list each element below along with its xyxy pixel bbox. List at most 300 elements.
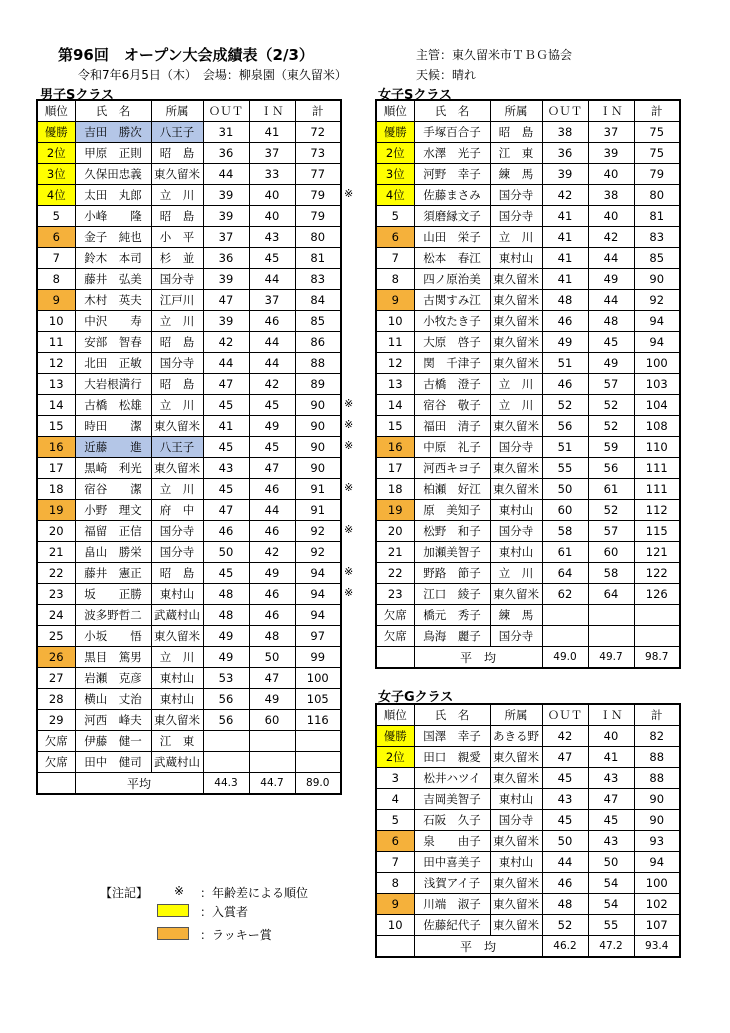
affiliation-cell: 東久留米: [490, 458, 542, 479]
name-cell: 山田 栄子: [414, 227, 490, 248]
total-score-cell: 107: [634, 915, 680, 936]
date-venue: 令和7年6月5日（木） 会場：柳泉園（東久留米）: [78, 68, 347, 82]
affiliation-cell: 練 馬: [490, 605, 542, 626]
age-mark-symbol: ※: [174, 884, 185, 898]
total-score-cell: 90: [295, 458, 341, 479]
in-score-cell: 47: [249, 458, 295, 479]
name-cell: 水澤 光子: [414, 143, 490, 164]
in-score-cell: 49: [249, 416, 295, 437]
name-cell: 須磨縁文子: [414, 206, 490, 227]
total-score-cell: [295, 731, 341, 752]
total-score-cell: 110: [634, 437, 680, 458]
table-row: [376, 332, 680, 353]
rank-cell: 23: [37, 584, 75, 605]
affiliation-cell: 東久留米: [490, 332, 542, 353]
name-cell: 河野 幸子: [414, 164, 490, 185]
table-row: [376, 479, 680, 500]
name-cell: 黒目 篤男: [75, 647, 151, 668]
total-score-cell: 82: [634, 726, 680, 747]
average-in: 47.2: [588, 936, 634, 958]
lucky-desc: ：ラッキー賞: [200, 928, 272, 942]
rank-cell: 優勝: [376, 726, 414, 747]
out-score-cell: 31: [203, 122, 249, 143]
average-out: 44.3: [203, 773, 249, 795]
in-score-cell: 41: [249, 122, 295, 143]
out-score-cell: 55: [542, 458, 588, 479]
affiliation-cell: 昭 島: [151, 206, 203, 227]
out-score-cell: 50: [203, 542, 249, 563]
in-score-cell: 58: [588, 563, 634, 584]
total-score-cell: 91: [295, 479, 341, 500]
name-cell: 鈴木 本司: [75, 248, 151, 269]
out-score-cell: 41: [542, 227, 588, 248]
out-score-cell: 39: [203, 185, 249, 206]
total-score-cell: 92: [295, 521, 341, 542]
out-score-cell: 43: [542, 789, 588, 810]
in-score-cell: 37: [588, 122, 634, 143]
in-score-cell: 46: [249, 521, 295, 542]
col-out: ＯＵＴ: [203, 100, 249, 122]
affiliation-cell: 国分寺: [151, 269, 203, 290]
age-mark: ※: [344, 187, 354, 200]
table-row: [376, 122, 680, 143]
average-in: 44.7: [249, 773, 295, 795]
affiliation-cell: 国分寺: [490, 521, 542, 542]
col-aff: 所属: [490, 704, 542, 726]
out-score-cell: [542, 605, 588, 626]
out-score-cell: 38: [542, 122, 588, 143]
table-row: [37, 500, 341, 521]
name-cell: 太田 丸郎: [75, 185, 151, 206]
table-row: [37, 227, 341, 248]
name-cell: 国澤 幸子: [414, 726, 490, 747]
average-label: 平均: [75, 773, 203, 795]
name-cell: 宿谷 敬子: [414, 395, 490, 416]
out-score-cell: 49: [203, 626, 249, 647]
in-score-cell: 42: [249, 374, 295, 395]
rank-cell: 16: [376, 437, 414, 458]
rank-cell: 15: [37, 416, 75, 437]
rank-cell: 13: [37, 374, 75, 395]
total-score-cell: 100: [634, 353, 680, 374]
affiliation-cell: 立 川: [490, 563, 542, 584]
age-mark: ※: [344, 586, 354, 599]
affiliation-cell: 東久留米: [490, 873, 542, 894]
rank-cell: 21: [376, 542, 414, 563]
table-row: [376, 810, 680, 831]
total-score-cell: 97: [295, 626, 341, 647]
in-score-cell: 59: [588, 437, 634, 458]
total-score-cell: 80: [634, 185, 680, 206]
women-s-title: 女子Sクラス: [378, 88, 452, 103]
table-row: [37, 521, 341, 542]
total-score-cell: [634, 626, 680, 647]
affiliation-cell: 国分寺: [490, 437, 542, 458]
table-row: [37, 647, 341, 668]
affiliation-cell: 立 川: [151, 311, 203, 332]
table-row: [37, 185, 341, 206]
affiliation-cell: 昭 島: [151, 563, 203, 584]
table-row: [37, 563, 341, 584]
table-row: [376, 626, 680, 647]
in-score-cell: 49: [249, 689, 295, 710]
name-cell: 大原 啓子: [414, 332, 490, 353]
affiliation-cell: 国分寺: [151, 521, 203, 542]
in-score-cell: 37: [249, 143, 295, 164]
rank-cell: 3: [376, 768, 414, 789]
name-cell: 中原 礼子: [414, 437, 490, 458]
in-score-cell: 48: [249, 626, 295, 647]
out-score-cell: 47: [203, 290, 249, 311]
total-score-cell: 91: [295, 500, 341, 521]
in-score-cell: 38: [588, 185, 634, 206]
affiliation-cell: 東村山: [490, 789, 542, 810]
rank-cell: 欠席: [37, 731, 75, 752]
total-score-cell: 86: [295, 332, 341, 353]
col-name: 氏 名: [414, 704, 490, 726]
rank-cell: 17: [376, 458, 414, 479]
name-cell: 久保田忠義: [75, 164, 151, 185]
affiliation-cell: 小 平: [151, 227, 203, 248]
name-cell: 橋元 秀子: [414, 605, 490, 626]
total-score-cell: 122: [634, 563, 680, 584]
name-cell: 近藤 進: [75, 437, 151, 458]
age-mark-desc: ：年齢差による順位: [200, 886, 309, 900]
affiliation-cell: 東久留米: [151, 164, 203, 185]
name-cell: 小坂 悟: [75, 626, 151, 647]
rank-cell: 29: [37, 710, 75, 731]
out-score-cell: 46: [203, 521, 249, 542]
table-row: [376, 747, 680, 768]
total-score-cell: 81: [634, 206, 680, 227]
average-label: 平 均: [414, 647, 542, 669]
total-score-cell: 75: [634, 143, 680, 164]
out-score-cell: 45: [203, 437, 249, 458]
out-score-cell: 56: [203, 710, 249, 731]
rank-cell: 19: [376, 500, 414, 521]
total-score-cell: 99: [295, 647, 341, 668]
rank-cell: 12: [376, 353, 414, 374]
rank-cell: 12: [37, 353, 75, 374]
out-score-cell: 46: [542, 873, 588, 894]
total-score-cell: 88: [634, 747, 680, 768]
affiliation-cell: 東村山: [151, 689, 203, 710]
total-score-cell: 90: [295, 416, 341, 437]
rank-cell: 9: [37, 290, 75, 311]
in-score-cell: 60: [249, 710, 295, 731]
rank-cell: 9: [376, 894, 414, 915]
blank-cell: [376, 936, 414, 958]
affiliation-cell: 東久留米: [490, 290, 542, 311]
out-score-cell: 39: [203, 311, 249, 332]
name-cell: 金子 純也: [75, 227, 151, 248]
out-score-cell: 42: [542, 726, 588, 747]
affiliation-cell: 東久留米: [151, 458, 203, 479]
out-score-cell: 48: [203, 605, 249, 626]
rank-cell: 13: [376, 374, 414, 395]
rank-cell: 22: [37, 563, 75, 584]
total-score-cell: 94: [634, 311, 680, 332]
in-score-cell: 61: [588, 479, 634, 500]
col-in: ＩＮ: [588, 100, 634, 122]
table-row: [376, 521, 680, 542]
total-score-cell: 90: [634, 789, 680, 810]
name-cell: 柏瀬 好江: [414, 479, 490, 500]
affiliation-cell: 武蔵村山: [151, 605, 203, 626]
affiliation-cell: 東久留米: [490, 747, 542, 768]
rank-cell: 5: [376, 206, 414, 227]
in-score-cell: 52: [588, 395, 634, 416]
table-row: [37, 395, 341, 416]
in-score-cell: 37: [249, 290, 295, 311]
in-score-cell: 48: [588, 311, 634, 332]
total-score-cell: 89: [295, 374, 341, 395]
in-score-cell: 47: [588, 789, 634, 810]
name-cell: 吉田 勝次: [75, 122, 151, 143]
rank-cell: 11: [37, 332, 75, 353]
in-score-cell: 33: [249, 164, 295, 185]
affiliation-cell: 江戸川: [151, 290, 203, 311]
rank-cell: 7: [376, 852, 414, 873]
out-score-cell: 39: [542, 164, 588, 185]
rank-cell: 8: [376, 873, 414, 894]
name-cell: 伊藤 健一: [75, 731, 151, 752]
total-score-cell: 75: [634, 122, 680, 143]
total-score-cell: 72: [295, 122, 341, 143]
in-score-cell: 57: [588, 521, 634, 542]
affiliation-cell: 江 東: [151, 731, 203, 752]
in-score-cell: 40: [249, 206, 295, 227]
average-in: 49.7: [588, 647, 634, 669]
in-score-cell: [588, 605, 634, 626]
out-score-cell: 44: [203, 164, 249, 185]
table-row: [376, 437, 680, 458]
total-score-cell: 94: [295, 605, 341, 626]
header-row: [376, 100, 680, 122]
organizer: 主管：東久留米市ＴＢＧ協会: [416, 48, 573, 62]
col-out: ＯＵＴ: [542, 704, 588, 726]
in-score-cell: 49: [588, 353, 634, 374]
total-score-cell: 90: [634, 810, 680, 831]
rank-cell: 4: [376, 789, 414, 810]
name-cell: 佐藤まさみ: [414, 185, 490, 206]
table-row: [376, 542, 680, 563]
out-score-cell: 56: [203, 689, 249, 710]
table-row: [37, 311, 341, 332]
col-in: ＩＮ: [249, 100, 295, 122]
in-score-cell: 44: [249, 353, 295, 374]
men-s-title: 男子Sクラス: [40, 88, 114, 103]
average-out: 46.2: [542, 936, 588, 958]
rank-cell: 11: [376, 332, 414, 353]
header-row: [37, 100, 341, 122]
table-row: [37, 353, 341, 374]
out-score-cell: 50: [542, 479, 588, 500]
col-aff: 所属: [490, 100, 542, 122]
rank-cell: 10: [376, 311, 414, 332]
table-row: [376, 416, 680, 437]
total-score-cell: 73: [295, 143, 341, 164]
affiliation-cell: 国分寺: [490, 810, 542, 831]
name-cell: 安部 智春: [75, 332, 151, 353]
name-cell: 小野 理文: [75, 500, 151, 521]
affiliation-cell: 東村山: [490, 248, 542, 269]
affiliation-cell: 国分寺: [490, 185, 542, 206]
name-cell: 川端 淑子: [414, 894, 490, 915]
total-score-cell: 84: [295, 290, 341, 311]
table-row: [376, 206, 680, 227]
rank-cell: 6: [37, 227, 75, 248]
in-score-cell: 57: [588, 374, 634, 395]
affiliation-cell: 八王子: [151, 122, 203, 143]
out-score-cell: 47: [542, 747, 588, 768]
affiliation-cell: 東村山: [490, 542, 542, 563]
in-score-cell: 50: [588, 852, 634, 873]
page-title: 第96回 オープン大会成績表（2/3）: [58, 46, 314, 64]
in-score-cell: 54: [588, 894, 634, 915]
table-row: [37, 752, 341, 773]
col-total: 計: [295, 100, 341, 122]
out-score-cell: 48: [542, 894, 588, 915]
out-score-cell: 46: [542, 311, 588, 332]
average-label: 平 均: [414, 936, 542, 958]
rank-cell: 7: [376, 248, 414, 269]
rank-cell: 3位: [376, 164, 414, 185]
winner-swatch: [157, 904, 189, 917]
affiliation-cell: 立 川: [490, 374, 542, 395]
total-score-cell: 102: [634, 894, 680, 915]
out-score-cell: 49: [542, 332, 588, 353]
rank-cell: 5: [376, 810, 414, 831]
name-cell: 中沢 寿: [75, 311, 151, 332]
rank-cell: 18: [376, 479, 414, 500]
name-cell: 黒崎 利光: [75, 458, 151, 479]
blank-cell: [37, 773, 75, 795]
rank-cell: 2位: [376, 143, 414, 164]
age-mark: ※: [344, 439, 354, 452]
name-cell: 古関すみ江: [414, 290, 490, 311]
rank-cell: 3位: [37, 164, 75, 185]
name-cell: 古橋 澄子: [414, 374, 490, 395]
out-score-cell: 56: [542, 416, 588, 437]
table-row: [37, 374, 341, 395]
name-cell: 手塚百合子: [414, 122, 490, 143]
affiliation-cell: 立 川: [490, 227, 542, 248]
affiliation-cell: 練 馬: [490, 164, 542, 185]
rank-cell: 16: [37, 437, 75, 458]
age-mark: ※: [344, 397, 354, 410]
affiliation-cell: 国分寺: [490, 626, 542, 647]
total-score-cell: 85: [634, 248, 680, 269]
affiliation-cell: 東久留米: [490, 584, 542, 605]
name-cell: 松井ハツイ: [414, 768, 490, 789]
age-mark: ※: [344, 418, 354, 431]
table-row: [376, 768, 680, 789]
table-row: [376, 395, 680, 416]
in-score-cell: 46: [249, 584, 295, 605]
lucky-swatch: [157, 927, 189, 940]
rank-cell: 優勝: [376, 122, 414, 143]
in-score-cell: 44: [588, 290, 634, 311]
total-score-cell: 79: [295, 185, 341, 206]
age-mark: ※: [344, 565, 354, 578]
affiliation-cell: 東久留米: [490, 311, 542, 332]
rank-cell: 6: [376, 831, 414, 852]
out-score-cell: 37: [203, 227, 249, 248]
in-score-cell: 49: [249, 563, 295, 584]
name-cell: 田中喜美子: [414, 852, 490, 873]
name-cell: 泉 由子: [414, 831, 490, 852]
name-cell: 河西 峰夫: [75, 710, 151, 731]
header-row: [376, 704, 680, 726]
total-score-cell: 104: [634, 395, 680, 416]
name-cell: 河西キヨ子: [414, 458, 490, 479]
name-cell: 坂 正勝: [75, 584, 151, 605]
table-row: [37, 164, 341, 185]
age-mark: ※: [344, 481, 354, 494]
affiliation-cell: 杉 並: [151, 248, 203, 269]
affiliation-cell: 昭 島: [490, 122, 542, 143]
in-score-cell: 45: [588, 810, 634, 831]
affiliation-cell: 立 川: [151, 185, 203, 206]
average-total: 89.0: [295, 773, 341, 795]
total-score-cell: 111: [634, 458, 680, 479]
table-row: [376, 605, 680, 626]
affiliation-cell: 八王子: [151, 437, 203, 458]
table-row: [376, 164, 680, 185]
affiliation-cell: 立 川: [151, 395, 203, 416]
in-score-cell: 44: [249, 332, 295, 353]
name-cell: 小峰 隆: [75, 206, 151, 227]
out-score-cell: 45: [203, 395, 249, 416]
name-cell: 福田 清子: [414, 416, 490, 437]
men-s-table: [36, 99, 342, 795]
col-rank: 順位: [376, 100, 414, 122]
table-row: [376, 726, 680, 747]
table-row: [37, 479, 341, 500]
affiliation-cell: 東村山: [151, 668, 203, 689]
rank-cell: 優勝: [37, 122, 75, 143]
in-score-cell: 52: [588, 500, 634, 521]
total-score-cell: 112: [634, 500, 680, 521]
rank-cell: 10: [37, 311, 75, 332]
out-score-cell: [203, 731, 249, 752]
blank-cell: [376, 647, 414, 669]
rank-cell: 欠席: [376, 626, 414, 647]
in-score-cell: 40: [588, 206, 634, 227]
total-score-cell: 108: [634, 416, 680, 437]
name-cell: 木村 英夫: [75, 290, 151, 311]
total-score-cell: 85: [295, 311, 341, 332]
table-row: [37, 605, 341, 626]
affiliation-cell: 江 東: [490, 143, 542, 164]
in-score-cell: 47: [249, 668, 295, 689]
average-row: [376, 936, 680, 958]
col-total: 計: [634, 704, 680, 726]
total-score-cell: 93: [634, 831, 680, 852]
in-score-cell: 45: [249, 437, 295, 458]
affiliation-cell: 東村山: [151, 584, 203, 605]
in-score-cell: 54: [588, 873, 634, 894]
in-score-cell: 43: [249, 227, 295, 248]
affiliation-cell: 立 川: [151, 479, 203, 500]
table-row: [37, 689, 341, 710]
out-score-cell: 50: [542, 831, 588, 852]
table-row: [376, 227, 680, 248]
out-score-cell: 46: [542, 374, 588, 395]
notes-label: 【注記】: [100, 886, 149, 900]
in-score-cell: 41: [588, 747, 634, 768]
